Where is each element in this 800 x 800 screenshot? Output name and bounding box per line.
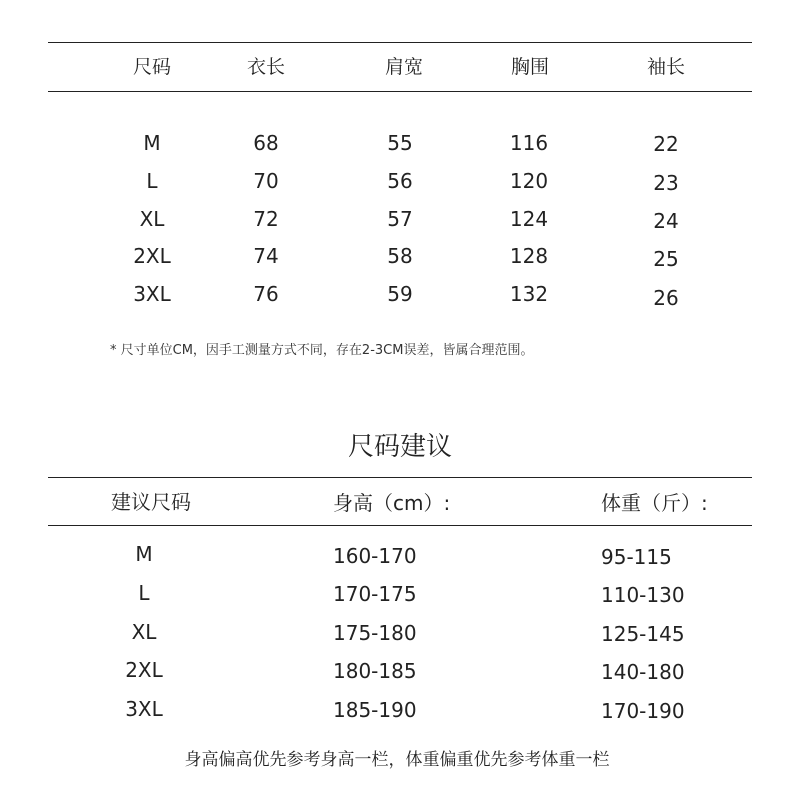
size-header-chest: 胸围 bbox=[510, 56, 550, 78]
rec-table-cell: 170-190 bbox=[601, 699, 685, 723]
rec-table-cell: 2XL bbox=[125, 658, 163, 682]
size-table-cell: 57 bbox=[387, 207, 413, 231]
rec-table-cell: XL bbox=[131, 620, 157, 644]
size-table-cell: 25 bbox=[653, 247, 679, 271]
size-table-cell: 68 bbox=[253, 131, 279, 155]
rec-table-cell: 110-130 bbox=[601, 583, 685, 607]
rec-table-cell: 3XL bbox=[125, 697, 163, 721]
recommendation-footer-note: 身高偏高优先参考身高一栏，体重偏重优先参考体重一栏 bbox=[184, 750, 610, 770]
size-table-cell: 2XL bbox=[133, 244, 171, 268]
rec-table-cell: 140-180 bbox=[601, 660, 685, 684]
size-header-size: 尺码 bbox=[132, 56, 172, 78]
size-table-cell: 59 bbox=[387, 282, 413, 306]
size-header-sleeve: 袖长 bbox=[646, 56, 686, 78]
rec-table-cell: 170-175 bbox=[333, 582, 417, 606]
measurement-note: * 尺寸单位CM，因手工测量方式不同，存在2-3CM误差，皆属合理范围。 bbox=[110, 343, 534, 358]
rec-table-cell: L bbox=[138, 581, 150, 605]
size-table-cell: 128 bbox=[509, 244, 549, 268]
recommendation-header-rule bbox=[48, 525, 752, 526]
recommendation-top-rule bbox=[48, 477, 752, 478]
size-header-length: 衣长 bbox=[246, 56, 286, 78]
rec-table-cell: 125-145 bbox=[601, 622, 685, 646]
size-table-cell: 124 bbox=[509, 207, 549, 231]
size-table-cell: 22 bbox=[653, 132, 679, 156]
rec-table-cell: 175-180 bbox=[333, 621, 417, 645]
recommendation-title: 尺码建议 bbox=[347, 432, 453, 462]
size-header-shoulder: 肩宽 bbox=[384, 56, 424, 78]
size-table-cell: 74 bbox=[253, 244, 279, 268]
size-table-cell: 58 bbox=[387, 244, 413, 268]
size-table-cell: 116 bbox=[509, 131, 549, 155]
rec-table-cell: 180-185 bbox=[333, 659, 417, 683]
rec-table-cell: 95-115 bbox=[601, 545, 672, 569]
size-table-cell: 26 bbox=[653, 286, 679, 310]
size-table-cell: 120 bbox=[509, 169, 549, 193]
size-table-cell: L bbox=[146, 169, 158, 193]
rec-header-size: 建议尺码 bbox=[111, 490, 191, 514]
size-table-cell: XL bbox=[139, 207, 165, 231]
size-table-header-rule bbox=[48, 91, 752, 92]
size-table-cell: 3XL bbox=[133, 282, 171, 306]
rec-table-cell: 185-190 bbox=[333, 698, 417, 722]
size-table-top-rule bbox=[48, 42, 752, 43]
size-table-cell: 76 bbox=[253, 282, 279, 306]
size-table-cell: 24 bbox=[653, 209, 679, 233]
rec-header-height: 身高（cm）: bbox=[333, 491, 451, 515]
size-table-cell: 23 bbox=[653, 171, 679, 195]
rec-table-cell: M bbox=[135, 542, 153, 566]
rec-table-cell: 160-170 bbox=[333, 544, 417, 568]
size-table-cell: 70 bbox=[253, 169, 279, 193]
size-table-cell: 56 bbox=[387, 169, 413, 193]
size-table-cell: 132 bbox=[509, 282, 549, 306]
rec-header-weight: 体重（斤）: bbox=[601, 491, 708, 515]
size-table-cell: 72 bbox=[253, 207, 279, 231]
size-table-cell: 55 bbox=[387, 131, 413, 155]
size-table-cell: M bbox=[143, 131, 161, 155]
